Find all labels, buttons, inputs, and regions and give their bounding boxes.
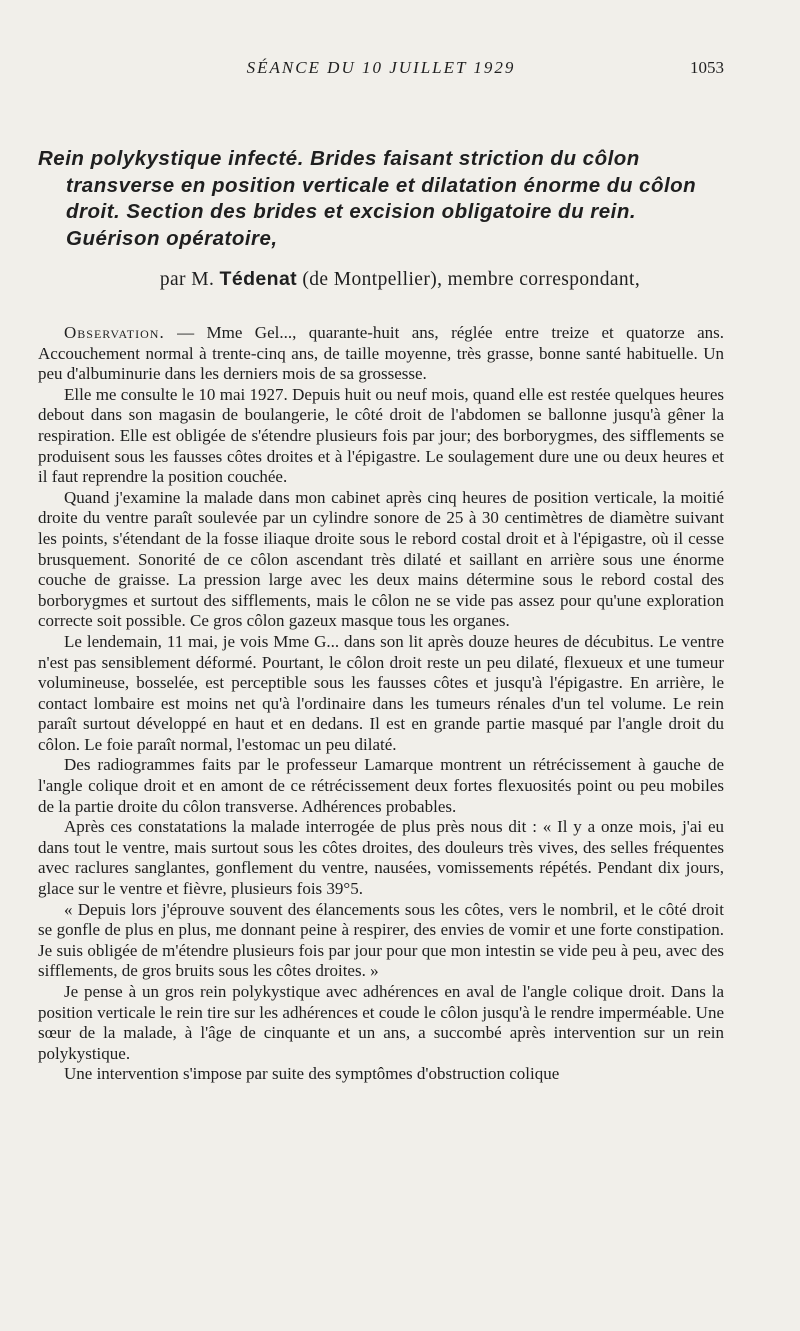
body-paragraph: Je pense à un gros rein polykystique avec adhérences en aval de l'angle colique droit. Dans la position verticale le rein tire sur les adhérences et coude le côlon jusqu'à le rendre imperméable. Une sœur de la malade, à l'âge de cinquante et un ans, a succombé après intervention sur un rein polykystique. <box>38 982 724 1063</box>
body-paragraph: Le lendemain, 11 mai, je vois Mme G... dans son lit après douze heures de décubitus. Le ventre n'est pas sensiblement déformé. Pourtant, le côlon droit reste un peu dilaté, flexueux et une tumeur volumineuse, bosselée, est perceptible sous les fausses côtes et jusqu'à l'épigastre. En arrière, le contact lombaire est moins net qu'à l'ordinaire dans les tumeurs rénales d'un tel volume. Le rein paraît surtout développé en haut et en dedans. Il est en grande partie masqué par l'angle droit du côlon. Le foie paraît normal, l'estomac un peu dilaté. <box>38 631 724 754</box>
page-number: 1053 <box>690 58 724 77</box>
article-title: Rein polykystique infecté. Brides faisant striction du côlon transverse en position verticale et dilatation énorme du côlon droit. Section des brides et excision obligatoire du rein. Guérison opératoire, <box>38 147 697 250</box>
article-body <box>38 323 724 1085</box>
byline <box>38 268 762 291</box>
byline-suffix: (de Montpellier), membre correspondant, <box>302 269 641 290</box>
byline-prefix: par M. <box>159 269 215 290</box>
running-title: SÉANCE DU 10 JUILLET 1929 <box>246 58 516 77</box>
body-paragraph: Des radiogrammes faits par le professeur Lamarque montrent un rétrécissement à gauche de l'angle colique droit et en amont de ce rétrécissement deux fortes flexuosités point ou peu mobiles de la partie droite du côlon transverse. Adhérences probables. <box>38 755 724 816</box>
body-paragraph: Après ces constatations la malade interrogée de plus près nous dit : « Il y a onze mois, j'ai eu dans tout le ventre, mais surtout sous les côtes droites, des douleurs très vives, des selles fréquentes avec raclures sanglantes, gonflement du ventre, nausées, vomissements répétés. Pendant dix jours, glace sur le ventre et fièvre, plusieurs fois 39°5. <box>38 817 724 899</box>
body-paragraph: Une intervention s'impose par suite des symptômes d'obstruction colique <box>64 1064 560 1084</box>
running-header <box>38 58 724 82</box>
observation-label: Observation. <box>64 323 165 342</box>
body-paragraph <box>38 323 724 385</box>
paragraph-text: — Mme Gel..., quarante-huit ans, réglée entre treize et quatorze ans. Accouchement normal à trente-cinq ans, de taille moyenne, très grasse, bonne santé habituelle. Un peu d'albuminurie dans les derniers mois de sa grossesse. <box>38 323 724 384</box>
body-paragraph: Quand j'examine la malade dans mon cabinet après cinq heures de position verticale, la moitié droite du ventre paraît soulevée par un cylindre sonore de 25 à 30 centimètres de diamètre suivant les points, s'étendant de la fosse iliaque droite sous le rebord costal droit et à l'épigastre, où il cesse brusquement. Sonorité de ce côlon ascendant très dilaté et saillant en arrière sous une énorme couche de graisse. La pression large avec les deux mains détermine sous le rebord costal des borborygmes et surtout des sifflements, mais le côlon ne se vide pas assez pour qu'une exploration correcte soit possible. Ce gros côlon gazeux masque tous les organes. <box>38 487 724 631</box>
body-paragraph: « Depuis lors j'éprouve souvent des élancements sous les côtes, vers le nombril, et le côté droit se gonfle de plus en plus, me donnant peine à respirer, des envies de vomir et une forte constipation. Je suis obligée de m'étendre plusieurs fois par jour pour que mon intestin se vide peu à peu, avec des sifflements, de gros bruits sous les côtes droites. » <box>38 899 724 981</box>
body-paragraph: Elle me consulte le 10 mai 1927. Depuis huit ou neuf mois, quand elle est restée quelques heures debout dans son magasin de boulangerie, le côté droit de l'abdomen se ballonne jusqu'à gêner la respiration. Elle est obligée de s'étendre plusieurs fois par jour; des borborygmes, des sifflements se produisent sous les fausses côtes droites et à l'épigastre. Le soulagement dure une ou deux heures et il faut reprendre la position couchée. <box>38 384 724 487</box>
byline-author: Tédenat <box>219 268 298 290</box>
